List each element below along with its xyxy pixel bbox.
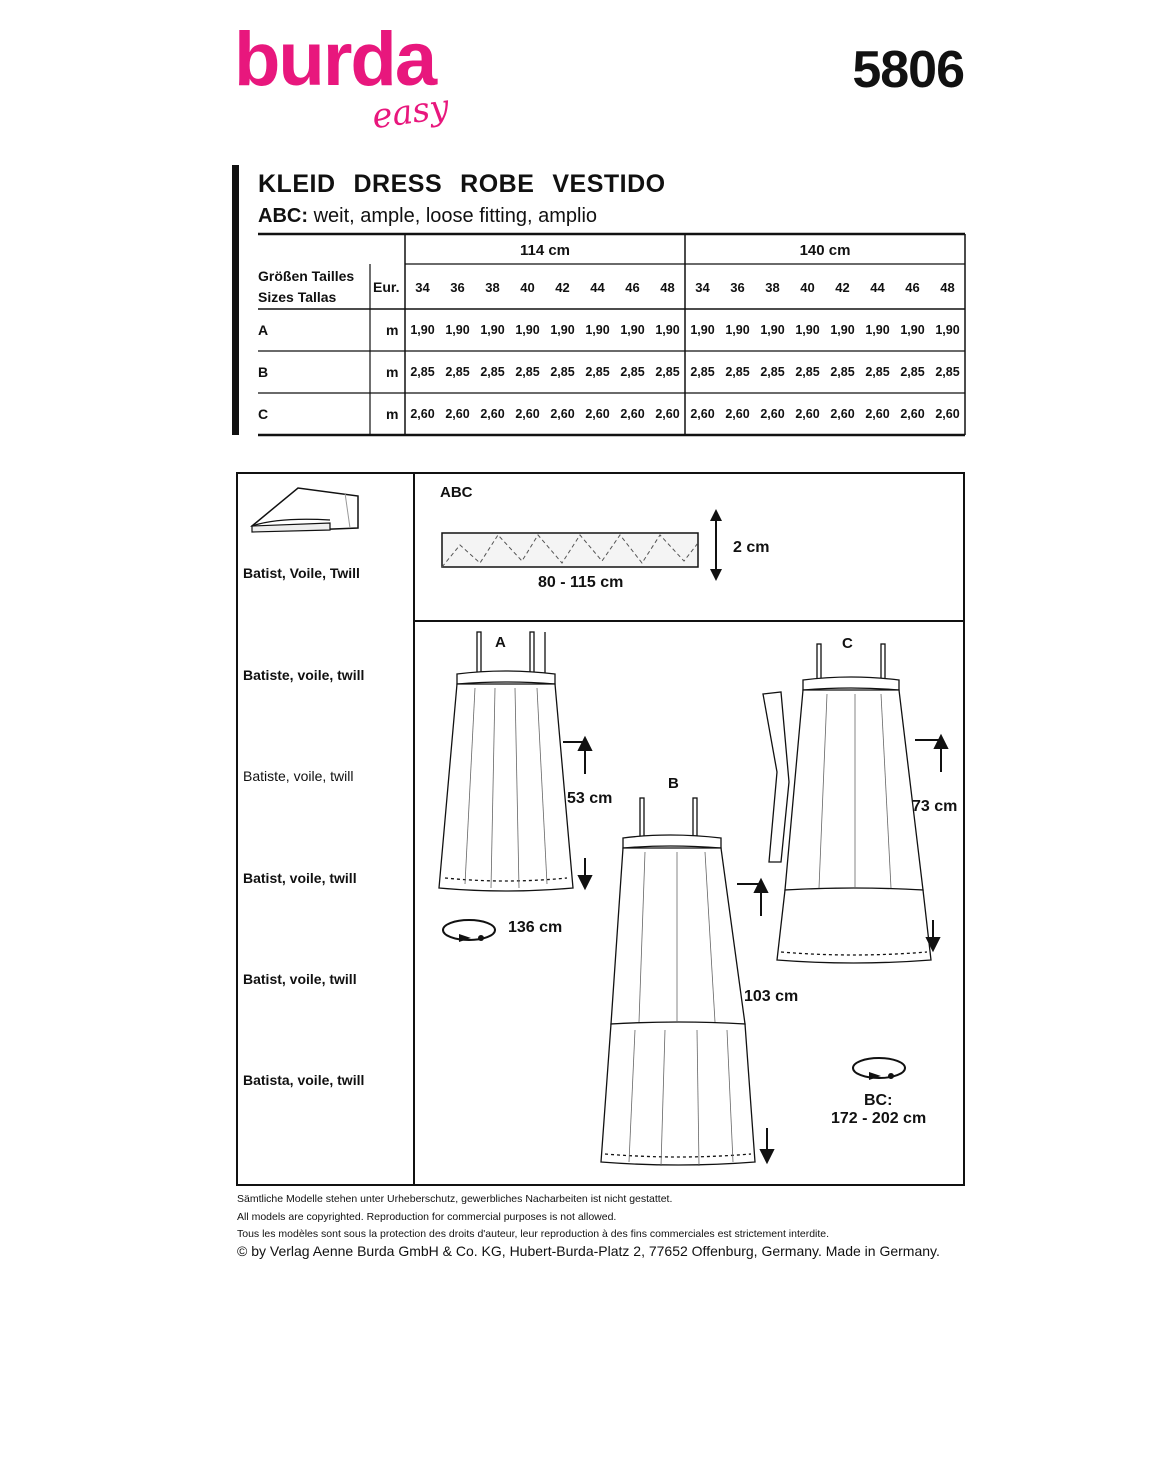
yardage-cell: 1,90 — [935, 323, 960, 337]
yardage-cell: 2,85 — [480, 365, 505, 379]
eur-label: Eur. — [373, 279, 400, 295]
brand-logo: burda — [234, 17, 436, 102]
hem-bc-width: 172 - 202 cm — [831, 1110, 927, 1127]
size-cell: 40 — [800, 280, 815, 295]
size-cell: 38 — [765, 280, 780, 295]
legal-en: All models are copyrighted. Reproduction for commercial purposes is not allowed. — [237, 1211, 617, 1223]
view-a-length: 53 cm — [567, 790, 613, 807]
size-cell: 46 — [905, 280, 920, 295]
yardage-cell: 1,90 — [480, 323, 505, 337]
bias-length: 80 - 115 cm — [538, 574, 624, 591]
size-cell: 36 — [450, 280, 465, 295]
yardage-cell: 2,85 — [865, 365, 890, 379]
yardage-cell: 2,85 — [655, 365, 680, 379]
bias-strip-drawing — [438, 505, 738, 585]
yardage-cell: 2,85 — [900, 365, 925, 379]
yardage-cell: 1,90 — [830, 323, 855, 337]
fabric-roll-icon — [240, 478, 365, 538]
yardage-cell: 1,90 — [515, 323, 540, 337]
size-label-1: Größen Tailles — [258, 268, 355, 284]
yardage-cell: 2,60 — [865, 407, 890, 421]
row-unit: m — [386, 406, 399, 422]
yardage-cell: 2,85 — [515, 365, 540, 379]
yardage-cell: 2,60 — [410, 407, 435, 421]
size-cell: 40 — [520, 280, 535, 295]
yardage-cell: 2,85 — [690, 365, 715, 379]
fabric-fr: Batiste, voile, twill — [243, 768, 354, 784]
fit-text: weit, ample, loose fitting, amplio — [313, 205, 598, 227]
yardage-cell: 2,60 — [585, 407, 610, 421]
size-cell: 48 — [660, 280, 675, 295]
row-unit: m — [386, 364, 399, 380]
view-a-hem: 136 cm — [508, 919, 563, 936]
fabric-de: Batist, Voile, Twill — [243, 565, 360, 581]
view-b-length: 103 cm — [744, 988, 799, 1005]
size-cell: 44 — [870, 280, 885, 295]
bias-width: 2 cm — [733, 539, 770, 556]
yardage-cell: 2,60 — [480, 407, 505, 421]
yardage-cell: 2,85 — [935, 365, 960, 379]
yardage-cell: 2,85 — [620, 365, 645, 379]
fabric-nl: Batist, voile, twill — [243, 870, 357, 886]
title-en: DRESS — [353, 170, 443, 198]
yardage-cell: 1,90 — [760, 323, 785, 337]
yardage-cell: 2,85 — [830, 365, 855, 379]
yardage-cell: 1,90 — [585, 323, 610, 337]
size-cell: 42 — [555, 280, 570, 295]
yardage-cell: 2,60 — [445, 407, 470, 421]
yardage-cell: 1,90 — [655, 323, 680, 337]
yardage-cell: 1,90 — [620, 323, 645, 337]
yardage-cell: 2,85 — [795, 365, 820, 379]
fabric-es: Batista, voile, twill — [243, 1072, 365, 1088]
view-b-label: B — [668, 775, 679, 792]
yardage-cell: 2,60 — [795, 407, 820, 421]
yardage-cell: 2,60 — [655, 407, 680, 421]
size-cell: 34 — [695, 280, 710, 295]
yardage-cell: 2,85 — [585, 365, 610, 379]
row-label: A — [258, 322, 269, 338]
width-140: 140 cm — [799, 242, 851, 259]
yardage-cell: 2,85 — [760, 365, 785, 379]
row-unit: m — [386, 322, 399, 338]
size-cell: 38 — [485, 280, 500, 295]
yardage-cell: 1,90 — [865, 323, 890, 337]
yardage-cell: 2,85 — [550, 365, 575, 379]
hem-bc-label: BC: — [864, 1092, 893, 1109]
fabric-en: Batiste, voile, twill — [243, 667, 365, 683]
yardage-cell: 2,85 — [725, 365, 750, 379]
yardage-cell: 1,90 — [550, 323, 575, 337]
bias-views: ABC — [440, 484, 473, 501]
title-es: VESTIDO — [552, 170, 666, 198]
fabric-it: Batist, voile, twill — [243, 971, 357, 987]
brand-logo-sub: easy — [369, 86, 452, 138]
size-cell: 48 — [940, 280, 955, 295]
row-label: B — [258, 364, 269, 380]
yardage-cell: 2,60 — [760, 407, 785, 421]
title-de: KLEID — [258, 170, 336, 198]
yardage-cell: 1,90 — [900, 323, 925, 337]
yardage-cell: 2,60 — [690, 407, 715, 421]
width-114: 114 cm — [519, 242, 571, 259]
yardage-cell: 2,60 — [900, 407, 925, 421]
yardage-cell: 2,60 — [830, 407, 855, 421]
row-label: C — [258, 406, 269, 422]
size-cell: 36 — [730, 280, 745, 295]
view-a-label: A — [495, 634, 506, 651]
yardage-cell: 2,60 — [515, 407, 540, 421]
yardage-cell: 1,90 — [725, 323, 750, 337]
yardage-cell: 2,60 — [935, 407, 960, 421]
yardage-cell: 1,90 — [795, 323, 820, 337]
yardage-cell: 1,90 — [410, 323, 435, 337]
size-cell: 46 — [625, 280, 640, 295]
pattern-number: 5806 — [852, 41, 964, 99]
size-cell: 34 — [415, 280, 430, 295]
title-fr: ROBE — [460, 170, 535, 198]
yardage-cell: 2,85 — [445, 365, 470, 379]
size-label-2: Sizes Tallas — [258, 289, 337, 305]
yardage-cell: 2,60 — [550, 407, 575, 421]
view-c-label: C — [842, 635, 853, 652]
size-cell: 42 — [835, 280, 850, 295]
fit-prefix: ABC: — [258, 205, 308, 227]
yardage-cell: 2,85 — [410, 365, 435, 379]
view-c-length: 73 cm — [912, 798, 958, 815]
yardage-cell: 1,90 — [690, 323, 715, 337]
yardage-cell: 2,60 — [725, 407, 750, 421]
size-cell: 44 — [590, 280, 605, 295]
legal-fr: Tous les modèles sont sous la protection des droits d'auteur, leur reproduction à des fins commerciales est strictement interdite. — [237, 1228, 830, 1240]
legal-de: Sämtliche Modelle stehen unter Urheberschutz, gewerbliches Nacharbeiten ist nicht gestattet. — [237, 1193, 673, 1205]
copyright: © by Verlag Aenne Burda GmbH & Co. KG, Hubert-Burda-Platz 2, 77652 Offenburg, Germany. Made in Germany. — [237, 1243, 940, 1259]
yardage-cell: 1,90 — [445, 323, 470, 337]
yardage-cell: 2,60 — [620, 407, 645, 421]
